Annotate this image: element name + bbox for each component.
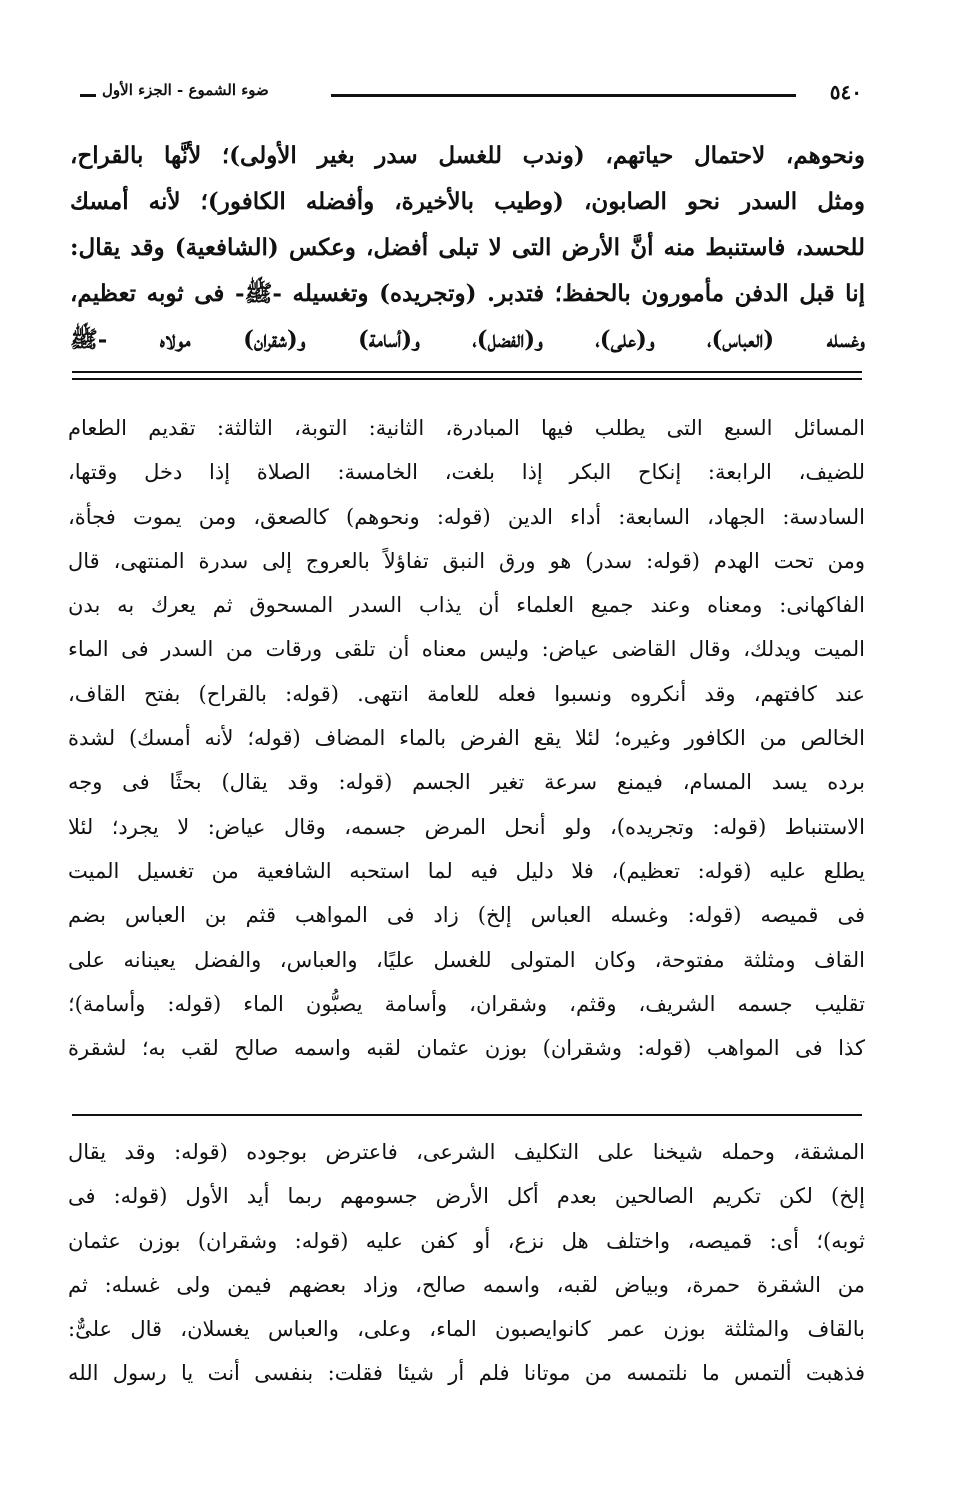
hashiya-text: [68, 1130, 865, 1396]
hashiya-line: المشقة، وحمله شيخنا على التكليف الشرعى، فاعترض بوجوده (قوله: وقد يقال: [68, 1140, 865, 1164]
book-title: ضوء الشموع - الجزء الأول: [102, 81, 269, 99]
sharh-line: القاف ومثلثة مفتوحة، وكان المتولى للغسل عليًا، والعباس، والفضل يعينانه على: [68, 947, 865, 972]
matn-line: إنا قبل الدفن مأمورون بالحفظ؛ فتدبر. (وتجريده) وتغسيله -ﷺ- فى ثوبه تعظيم،: [70, 280, 865, 307]
sharh-line: الفاكهانى: ومعناه وعند جميع العلماء أن يذاب السدر المسحوق ثم يعرك به بدن: [68, 593, 865, 618]
sharh-line: السادسة: الجهاد، السابعة: أداء الدين (قوله: ونحوهم) كالصعق، ومن يموت فجأة،: [68, 504, 865, 529]
sharh-separator: [72, 1114, 862, 1116]
sharh-line: المسائل السبع التى يطلب فيها المبادرة، الثانية: التوبة، الثالثة: تقديم الطعام: [68, 416, 865, 440]
hashiya-line: ثوبه)؛ أى: قميصه، واختلف هل نزع، أو كفن عليه (قوله: وشقران) بوزن عثمان: [68, 1228, 865, 1253]
sharh-line: كذا فى المواهب (قوله: وشقران) بوزن عثمان لقبه واسمه صالح لقب به؛ لشقرة: [68, 1036, 865, 1061]
sharh-line: برده يسد المسام، فيمنع سرعة تغير الجسم (قوله: وقد يقال) بحثًا فى وجه: [68, 770, 865, 795]
sharh-line: الميت ويدلك، وقال القاضى عياض: وليس معناه أن تلقى ورقات من السدر فى الماء: [68, 637, 865, 662]
hashiya-line: بالقاف والمثلثة بوزن عمر كانوايصبون الماء، وعلى، والعباس يغسلان، قال علىٌّ:: [68, 1317, 865, 1342]
hashiya-line: إلخ) لكن تكريم الصالحين بعدم أكل الأرض جسومهم ربما أيد الأول (قوله: فى: [68, 1184, 865, 1209]
header-rule-end: [80, 94, 96, 97]
hashiya-line: من الشقرة حمرة، وبياض لقبه، واسمه صالح، وزاد بعضهم فيمن ولى غسله: ثم: [68, 1272, 865, 1297]
sharh-line: عند كافتهم، وقد أنكروه ونسبوا فعله للعامة انتهى. (قوله: بالقراح) بفتح القاف،: [68, 681, 865, 706]
matn-text: [70, 133, 865, 363]
sharh-line: الاستنباط (قوله: وتجريده)، ولو أنحل المرض جسمه، وقال عياض: لا يجرد؛ لئلا: [68, 814, 865, 839]
sharh-line: تقليب جسمه الشريف، وقثم، وشقران، وأسامة يصبُّون الماء (قوله: وأسامة)؛: [68, 991, 865, 1016]
sharh-line: فى قميصه (قوله: وغسله العباس إلخ) زاد فى المواهب قثم بن العباس بضم: [68, 903, 865, 928]
running-header: [80, 80, 862, 110]
sharh-line: يطلع عليه (قوله: تعظيم)، فلا دليل فيه لما استحبه الشافعية من تغسيل الميت: [68, 858, 865, 883]
matn-line: ومثل السدر نحو الصابون، (وطيب بالأخيرة، وأفضله الكافور)؛ لأنه أمسك: [70, 188, 865, 215]
page-number: ٥٤٠: [829, 80, 862, 104]
matn-separator: [72, 371, 862, 380]
sharh-line: الخالص من الكافور وغيره؛ لئلا يقع الفرض بالماء المضاف (قوله؛ لأنه أمسك) لشدة: [68, 726, 865, 751]
matn-line: للحسد، فاستنبط منه أنَّ الأرض التى لا تبلى أفضل، وعكس (الشافعية) وقد يقال:: [70, 234, 865, 261]
matn-line: وغسله (العباس)، و(على)، و(الفضل)، و(أسامة) و(شقران) مولاه -ﷺ: [70, 326, 865, 353]
sharh-line: للضيف، الرابعة: إنكاح البكر إذا بلغت، الخامسة: الصلاة إذا دخل وقتها،: [68, 460, 865, 485]
sharh-text: [68, 406, 865, 1070]
sharh-line: ومن تحت الهدم (قوله: سدر) هو ورق النبق تفاؤلاً بالعروج إلى سدرة المنتهى، قال: [68, 548, 865, 573]
hashiya-line: فذهبت ألتمس ما نلتمسه من موتانا فلم أر شيئا فقلت: بنفسى أنت يا رسول الله: [68, 1361, 865, 1386]
header-rule: [331, 94, 796, 97]
matn-line: ونحوهم، لاحتمال حياتهم، (وندب للغسل سدر بغير الأولى)؛ لأنَّها بالقراح،: [70, 142, 865, 169]
